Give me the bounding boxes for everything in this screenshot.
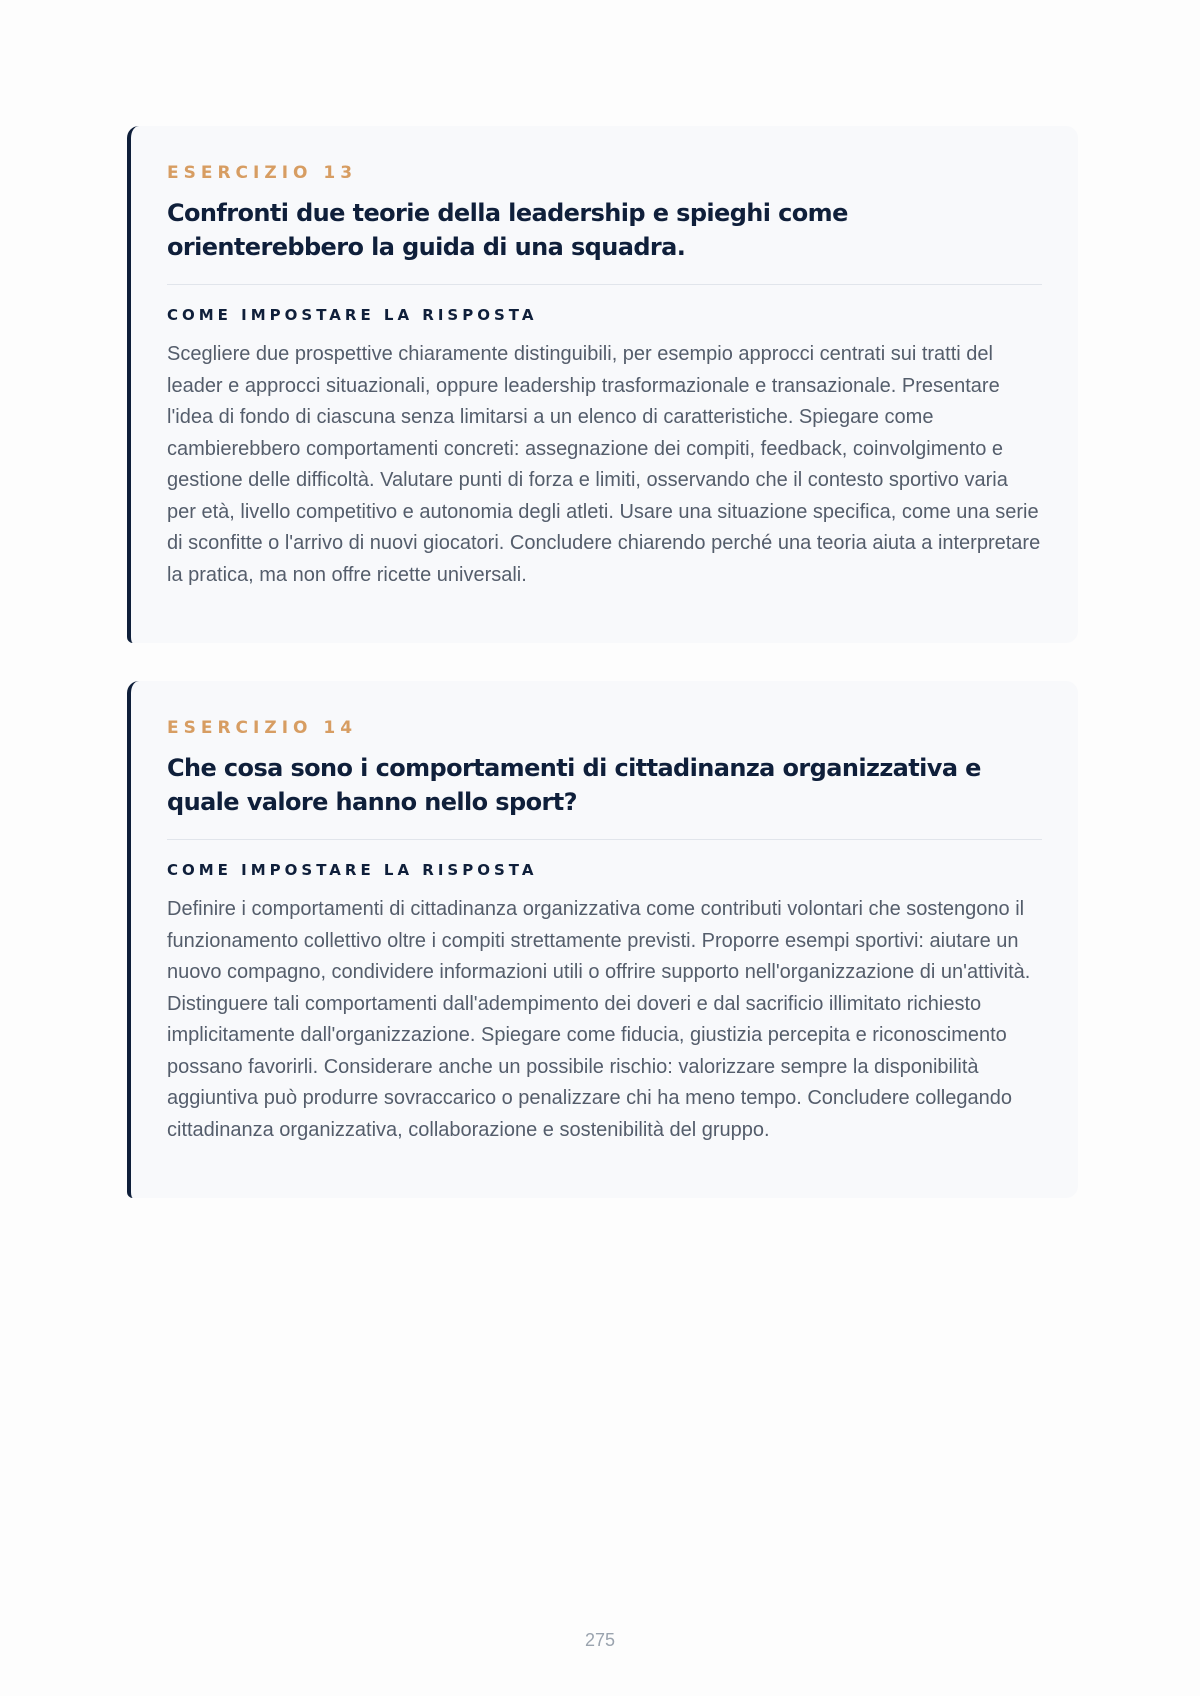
section-divider bbox=[167, 284, 1042, 285]
exercise-question: Che cosa sono i comportamenti di cittadinanza organizzativa e quale valore hanno nello sport? bbox=[167, 754, 981, 816]
exercise-question: Confronti due teorie della leadership e spieghi come orienterebbero la guida di una squadra. bbox=[167, 199, 848, 261]
exercise-label: ESERCIZIO 13 bbox=[167, 163, 358, 183]
section-divider bbox=[167, 839, 1042, 840]
answer-section-title: COME IMPOSTARE LA RISPOSTA bbox=[167, 306, 538, 324]
answer-guidance: Definire i comportamenti di cittadinanza organizzativa come contributi volontari che sostengono il funzionamento collettivo oltre i compiti strettamente previsti. Proporre esempi sportivi: aiutare un nuovo compagno, condividere informazioni utili o offrire supporto nell'organizzazione di un'attività. Distinguere tali comportamenti dall'adempimento dei doveri e dal sacrificio illimitato richiesto implicitamente dall'organizzazione. Spiegare come fiducia, giustizia percepita e riconoscimento possano favorirli. Considerare anche un possibile rischio: valorizzare sempre la disponibilità aggiuntiva può produrre sovraccarico o penalizzare chi ha meno tempo. Concludere collegando cittadinanza organizzativa, collaborazione e sostenibilità del gruppo. bbox=[167, 898, 1031, 1141]
exercise-label: ESERCIZIO 14 bbox=[167, 718, 358, 738]
answer-guidance: Scegliere due prospettive chiaramente distinguibili, per esempio approcci centrati sui tratti del leader e approcci situazionali, oppure leadership trasformazionale e transazionale. Presentare l'idea di fondo di ciascuna senza limitarsi a un elenco di caratteristiche. Spiegare come cambierebbero comportamenti concreti: assegnazione dei compiti, feedback, coinvolgimento e gestione delle difficoltà. Valutare punti di forza e limiti, osservando che il contesto sportivo varia per età, livello competitivo e autonomia degli atleti. Usare una situazione specifica, come una serie di sconfitte o l'arrivo di nuovi giocatori. Concludere chiarendo perché una teoria aiuta a interpretare la pratica, ma non offre ricette universali. bbox=[167, 343, 1041, 586]
exercise-card-13 bbox=[127, 126, 1078, 643]
page-number: 275 bbox=[584, 1630, 616, 1650]
answer-section-title: COME IMPOSTARE LA RISPOSTA bbox=[167, 861, 538, 879]
exercise-card-14 bbox=[127, 681, 1078, 1198]
